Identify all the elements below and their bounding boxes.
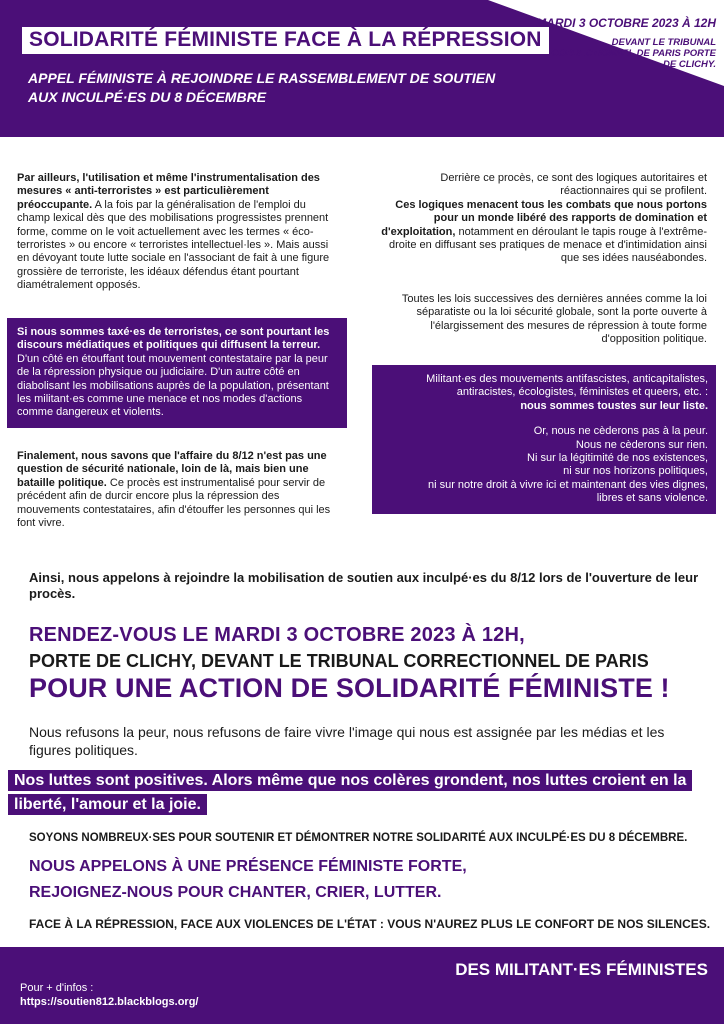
left-p1-bold: Par ailleurs, l'utilisation et même l'instrumentalisation des mesures « anti-terroristes » est particulièrement préoccupante.	[17, 172, 320, 211]
rendezvous-date: RENDEZ-VOUS LE MARDI 3 OCTOBRE 2023 À 12H,	[29, 624, 525, 646]
refuse-statement: Nous refusons la peur, nous refusons de faire vivre l'image qui nous est assignée par les médias et les figures politiques.	[29, 724, 665, 758]
closing-statement: FACE À LA RÉPRESSION, FACE AUX VIOLENCES DE L'ÉTAT : VOUS N'AUREZ PLUS LE CONFORT DE NOS SILENCES.	[29, 917, 711, 931]
event-date: MARDI 3 OCTOBRE 2023 À 12H	[536, 16, 716, 30]
info-label: Pour + d'infos :	[20, 982, 94, 994]
footer-banner	[0, 947, 724, 1024]
right-box-line: Ni sur la légitimité de nos existences,	[527, 452, 708, 465]
left-p2-text: D'un côté en étouffant tout mouvement contestataire par la peur de la répression physique ou judiciaire. D'un autre côté en diabolisant les mobilisations auprès de la population, présentant les militant·es comme une menace et nos modes d'actions comme dangereux et violents.	[17, 352, 329, 419]
event-location: DEVANT LE TRIBUNAL CORRECTIONNEL DE PARIS PORTE DE CLICHY.	[551, 37, 716, 70]
feminist-presence-call: NOUS APPELONS À UNE PRÉSENCE FÉMINISTE FORTE,	[29, 858, 467, 875]
left-p3-text: Ce procès est instrumentalisé pour servir de précédent afin de durcir encore plus la répression des mouvements contestataires, afin d'étouffer les personnes qui les font vivre.	[17, 476, 331, 530]
right-paragraph-authoritarian	[375, 172, 707, 266]
positive-statement-box	[8, 769, 716, 817]
right-box-line: ni sur nos horizons politiques,	[563, 465, 708, 478]
right-p2-text: Toutes les lois successives des dernières années comme la loi séparatiste ou la loi sécurité globale, sont la porte ouverte à l'élargissement des mesures de répression à toute forme d'opposition politique.	[401, 293, 707, 346]
rendezvous-action: POUR UNE ACTION DE SOLIDARITÉ FÉMINISTE !	[29, 673, 670, 703]
left-p2-bold: Si nous sommes taxé·es de terroristes, ce sont pourtant les discours médiatiques et politiques qui diffusent la terreur.	[17, 326, 330, 352]
right-box-text: Militant·es des mouvements antifascistes, anticapitalistes, antiracistes, écologistes, féministes et queers, etc. :	[426, 373, 708, 399]
page-title: SOLIDARITÉ FÉMINISTE FACE À LA RÉPRESSION	[22, 27, 549, 54]
header-banner	[0, 0, 724, 137]
right-p1-text: Derrière ce procès, ce sont des logiques autoritaires et réactionnaires qui se profilent.	[440, 172, 707, 198]
right-p1-bold: Ces logiques menacent tous les combats que nous portons pour un monde libéré des rapports de domination et d'exploitation,	[381, 198, 707, 238]
info-link[interactable]: https://soutien812.blackblogs.org/	[20, 996, 199, 1008]
right-box-bold: nous sommes toustes sur leur liste.	[520, 399, 708, 412]
right-box-line: Or, nous ne cèderons pas à la peur.	[533, 425, 708, 438]
positive-statement: Nos luttes sont positives. Alors même que nos colères grondent, nos luttes croient en la liberté, l'amour et la joie.	[8, 770, 692, 815]
left-p1-text: A la fois par la généralisation de l'emploi du champ lexical dès que des mobilisations progressistes prennent forme, comme on le voit actuellement avec les termes « éco-terroristes » ou encore « terroristes intellectuel·les ». Mais aussi en dévoyant toute lutte sociale en l'associant de fait à une figure grossière de terroriste, les idéaux défendus étant pourtant diamétralement opposés.	[17, 198, 330, 292]
page-subtitle: APPEL FÉMINISTE À REJOINDRE LE RASSEMBLEMENT DE SOUTIEN AUX INCULPÉ·ES DU 8 DÉCEMBRE	[28, 70, 496, 105]
join-us-call: REJOIGNEZ-NOUS POUR CHANTER, CRIER, LUTTER.	[29, 884, 442, 901]
right-box-line: ni sur notre droit à vivre ici et maintenant des vies dignes,	[427, 478, 708, 491]
right-paragraph-laws	[375, 293, 707, 347]
rendezvous-place: PORTE DE CLICHY, DEVANT LE TRIBUNAL CORRECTIONNEL DE PARIS	[29, 651, 649, 671]
left-paragraph-political-battle	[17, 450, 337, 530]
signature: DES MILITANT·ES FÉMINISTES	[455, 960, 708, 979]
call-to-mobilize: Ainsi, nous appelons à rejoindre la mobilisation de soutien aux inculpé·es du 8/12 lors de l'ouverture de leur procès.	[29, 570, 699, 601]
right-box-militants	[372, 365, 716, 514]
left-box-terror	[7, 318, 347, 428]
left-paragraph-antiterrorism	[17, 172, 337, 293]
right-box-line: libres et sans violence.	[596, 492, 708, 505]
solidarity-statement: SOYONS NOMBREUX·SES POUR SOUTENIR ET DÉMONTRER NOTRE SOLIDARITÉ AUX INCULPÉ·ES DU 8 DÉCEMBRE.	[29, 832, 688, 844]
right-box-line: Nous ne cèderons sur rien.	[575, 438, 708, 451]
left-p3-bold: Finalement, nous savons que l'affaire du 8/12 n'est pas une question de sécurité nationale, loin de là, mais bien une bataille politique.	[17, 450, 327, 489]
right-p1-text2: notamment en déroulant le tapis rouge à l'extrême-droite en diffusant ses pratiques de menace et d'intimidation ainsi que ses idées nauséabondes.	[388, 225, 707, 265]
